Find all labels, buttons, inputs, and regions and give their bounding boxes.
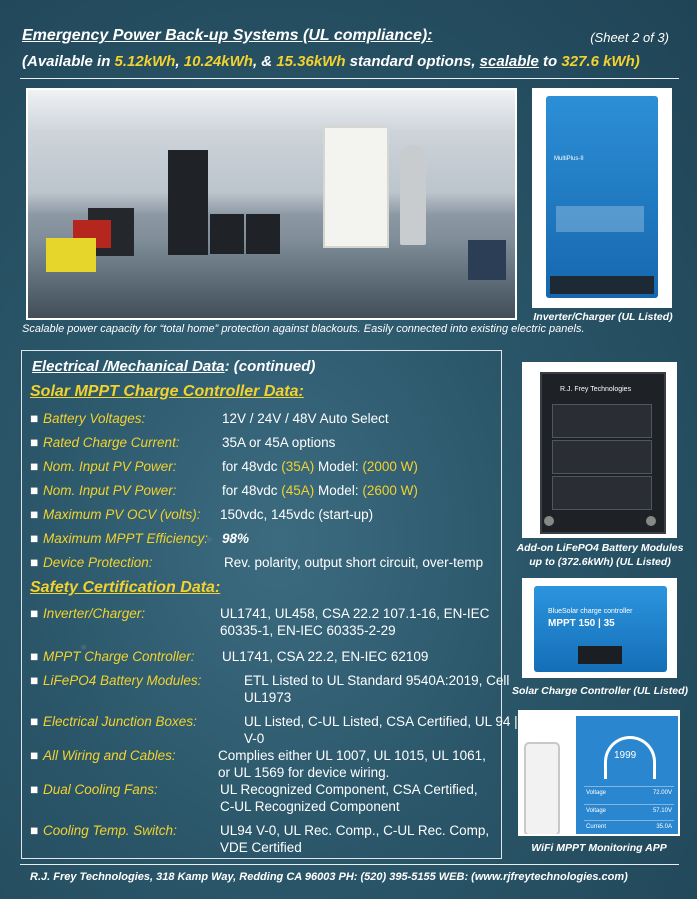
battery-cabinet-small-1: [210, 214, 244, 254]
mppt-model-label: MPPT 150 | 35: [548, 618, 615, 629]
battery-brand-label: R.J. Frey Technologies: [560, 386, 632, 393]
spec-label: Rated Charge Current:: [43, 435, 180, 450]
spec-value-watts: (2600 W): [362, 483, 418, 498]
cert-label: All Wiring and Cables:: [43, 748, 176, 763]
inverter-base: [550, 276, 654, 294]
app-caption: WiFi MPPT Monitoring APP: [531, 842, 667, 854]
cert-value-line2: C-UL Recognized Component: [220, 799, 400, 814]
cert-value-line2: 60335-1, EN-IEC 60335-2-29: [220, 623, 396, 638]
spec-value: 98%: [222, 531, 250, 546]
max-capacity: 327.6 kWh): [561, 53, 640, 70]
availability-line: [22, 53, 640, 70]
spec-value-watts: (2000 W): [362, 459, 418, 474]
spec-label: Battery Voltages:: [43, 411, 146, 426]
safety-title-colon: :: [214, 579, 221, 596]
panel-title-main: Electrical /Mechanical Data: [32, 358, 225, 375]
availability-sep2: , &: [252, 53, 277, 70]
battery-caption: [510, 541, 690, 569]
app-screen: [576, 716, 678, 834]
scalable-word: scalable: [479, 53, 539, 70]
footer-divider: [20, 864, 679, 865]
app-photo: [518, 710, 680, 836]
battery-cabinet: [540, 372, 666, 534]
spec-label: Device Protection:: [43, 555, 153, 570]
footer-contact: R.J. Frey Technologies, 318 Kamp Way, Redding CA 96003 PH: (520) 395-5155 WEB: (www.rjfreytechnologies.com): [30, 871, 628, 883]
battery-photo: [522, 362, 677, 538]
page-title: Emergency Power Back-up Systems (UL compliance):: [22, 27, 433, 44]
battery-module: [552, 440, 652, 474]
main-caption: Scalable power capacity for “total home” protection against blackouts. Easily connected into existing electric panels.: [22, 323, 585, 335]
spec-value: 150vdc, 145vdc (start-up): [220, 507, 374, 522]
spec-value-pre: for 48vdc: [222, 459, 282, 474]
garage-door: [323, 126, 389, 248]
inverter-caption: Inverter/Charger (UL Listed): [533, 311, 673, 323]
spec-value-amps: (35A): [281, 459, 315, 474]
cert-label: Electrical Junction Boxes:: [43, 714, 197, 729]
spec-label: Maximum MPPT Efficiency:: [43, 531, 209, 546]
safety-title-text: Safety Certification Data: [30, 579, 215, 596]
data-panel: Electrical /Mechanical Data: (continued) Solar MPPT Charge Controller Data: ■ Battery Voltages: 12V / 24V / 48V Auto Select ■ Rated Charge Current: 35A or 45A options ■ Nom. Input PV Power: for 48vdc (35A) Model: (2000 W) ■ Nom. Input PV Power: for 48vdc (45A) Model: (2600 W) ■ Maximum PV OCV (volts): 150vdc, 145vdc (start-up) ■ Maximum MPPT Efficiency: 98% ■ Device Protection: Rev. polarity, output short circuit, over-temp Safety Certification Data: ■ Inverter/Charger: UL1741, UL458, CSA 22.2 107.1-16, EN-IEC 60335-1, EN-IEC 60335-2-29 ■ MPPT Charge Controller: UL1741, CSA 22.2, EN-IEC 62109 ■ LiFePO4 Battery Modules: ETL Listed to UL Standard 9540A:2019, Cell UL1973 ■ Electrical Junction Boxes: UL Listed, C-UL Listed, CSA Certified, UL 94 | V-0 ■ All Wiring and Cables: Complies either UL 1007, UL 1015, UL 1061, or UL 1569 for device wiring. ■ Dual Cooling Fans: UL Recognized Component, CSA Certified, C-UL Recognized Component ■ Cooling Temp. Switch: UL94 V-0, UL Rec. Comp., C-UL Rec. Comp, VDE Certified: [21, 350, 502, 859]
spec-value: [222, 483, 418, 499]
mppt-caption: Solar Charge Controller (UL Listed): [512, 685, 688, 697]
mppt-unit: [534, 586, 667, 672]
app-row-label: Current: [586, 824, 607, 830]
availability-sep1: ,: [175, 53, 184, 70]
spec-value-amps: (45A): [281, 483, 315, 498]
cabinet-wheel: [544, 516, 554, 526]
app-data-row: [584, 804, 674, 819]
cert-label: Inverter/Charger:: [43, 606, 146, 621]
cert-label: LiFePO4 Battery Modules:: [43, 673, 202, 688]
spec-label: Maximum PV OCV (volts):: [43, 507, 201, 522]
water-heater: [400, 145, 426, 245]
mppt-photo: [522, 578, 677, 678]
app-row-label: Voltage: [586, 790, 607, 796]
cert-value-line1: UL1741, UL458, CSA 22.2 107.1-16, EN-IEC: [220, 606, 490, 621]
phone-image: [524, 742, 560, 836]
safety-section-title: [30, 579, 220, 597]
battery-caption-line2: up to (372.6kWh) (UL Listed): [529, 556, 671, 568]
availability-mid: standard options,: [345, 53, 480, 70]
spec-value-mid: Model:: [314, 459, 363, 474]
mppt-brand-label: BlueSolar charge controller: [548, 608, 633, 615]
mppt-ports: [578, 646, 622, 664]
cert-value-line1: ETL Listed to UL Standard 9540A:2019, Cell: [244, 673, 510, 688]
cert-value-line1: UL94 V-0, UL Rec. Comp., C-UL Rec. Comp,: [220, 823, 490, 838]
panel-title: [32, 358, 315, 375]
cert-value-line2: VDE Certified: [220, 840, 302, 855]
cert-value-line1: Complies either UL 1007, UL 1015, UL 1061,: [218, 748, 486, 763]
app-row-label: Voltage: [586, 808, 607, 814]
solar-title-text: Solar MPPT Charge Controller Data: [30, 383, 299, 400]
spec-value-pre: for 48vdc: [222, 483, 282, 498]
cert-label: Cooling Temp. Switch:: [43, 823, 177, 838]
cabinet-wheel: [646, 516, 656, 526]
spec-label: Nom. Input PV Power:: [43, 483, 177, 498]
app-data-row: [584, 786, 674, 801]
inverter-unit: [546, 96, 658, 298]
inverter-photo: [532, 88, 672, 308]
cert-value-line2: or UL 1569 for device wiring.: [218, 765, 390, 780]
option-10kwh: 10.24kWh: [183, 53, 253, 70]
app-row-value: 57.10V: [652, 808, 672, 814]
spec-value: 12V / 24V / 48V Auto Select: [222, 411, 389, 426]
spec-value: [222, 459, 418, 475]
panel-title-rest: : (continued): [224, 358, 316, 375]
solar-section-title: [30, 383, 304, 401]
inverter-model-label: MultiPlus-II: [554, 156, 584, 162]
option-5kwh: 5.12kWh: [114, 53, 176, 70]
storage-bin-yellow: [46, 238, 96, 272]
option-15kwh: 15.36kWh: [276, 53, 346, 70]
cert-value-line1: UL Recognized Component, CSA Certified,: [220, 782, 478, 797]
header-divider: [20, 78, 679, 79]
cert-value-line2: UL1973: [244, 690, 292, 705]
availability-prefix: (Available in: [22, 53, 115, 70]
spec-value-mid: Model:: [314, 483, 363, 498]
battery-cabinet-small-2: [246, 214, 280, 254]
cert-label: Dual Cooling Fans:: [43, 782, 158, 797]
garage-ceiling: [28, 90, 515, 130]
cert-value-line2: V-0: [244, 731, 265, 746]
battery-module: [552, 404, 652, 438]
app-data-row: [584, 820, 674, 835]
spec-value: 35A or 45A options: [222, 435, 336, 450]
spec-value: Rev. polarity, output short circuit, over-temp: [224, 555, 484, 570]
app-row-value: 72.00V: [652, 790, 672, 796]
storage-bin-blue: [468, 240, 506, 280]
cert-value-line1: UL Listed, C-UL Listed, CSA Certified, UL 94 |: [244, 714, 518, 729]
cert-value-line1: UL1741, CSA 22.2, EN-IEC 62109: [222, 649, 429, 664]
battery-module: [552, 476, 652, 510]
gauge-value: 1999: [614, 750, 637, 761]
battery-cabinet-tall: [168, 150, 208, 255]
garage-photo: [26, 88, 517, 320]
spec-label: Nom. Input PV Power:: [43, 459, 177, 474]
battery-caption-line1: Add-on LiFePO4 Battery Modules: [516, 542, 684, 554]
inverter-display-panel: [556, 206, 644, 232]
cert-label: MPPT Charge Controller:: [43, 649, 195, 664]
solar-title-colon: :: [298, 383, 304, 400]
sheet-number: (Sheet 2 of 3): [590, 30, 669, 45]
app-row-value: 35.0A: [656, 824, 672, 830]
availability-to: to: [538, 53, 562, 70]
